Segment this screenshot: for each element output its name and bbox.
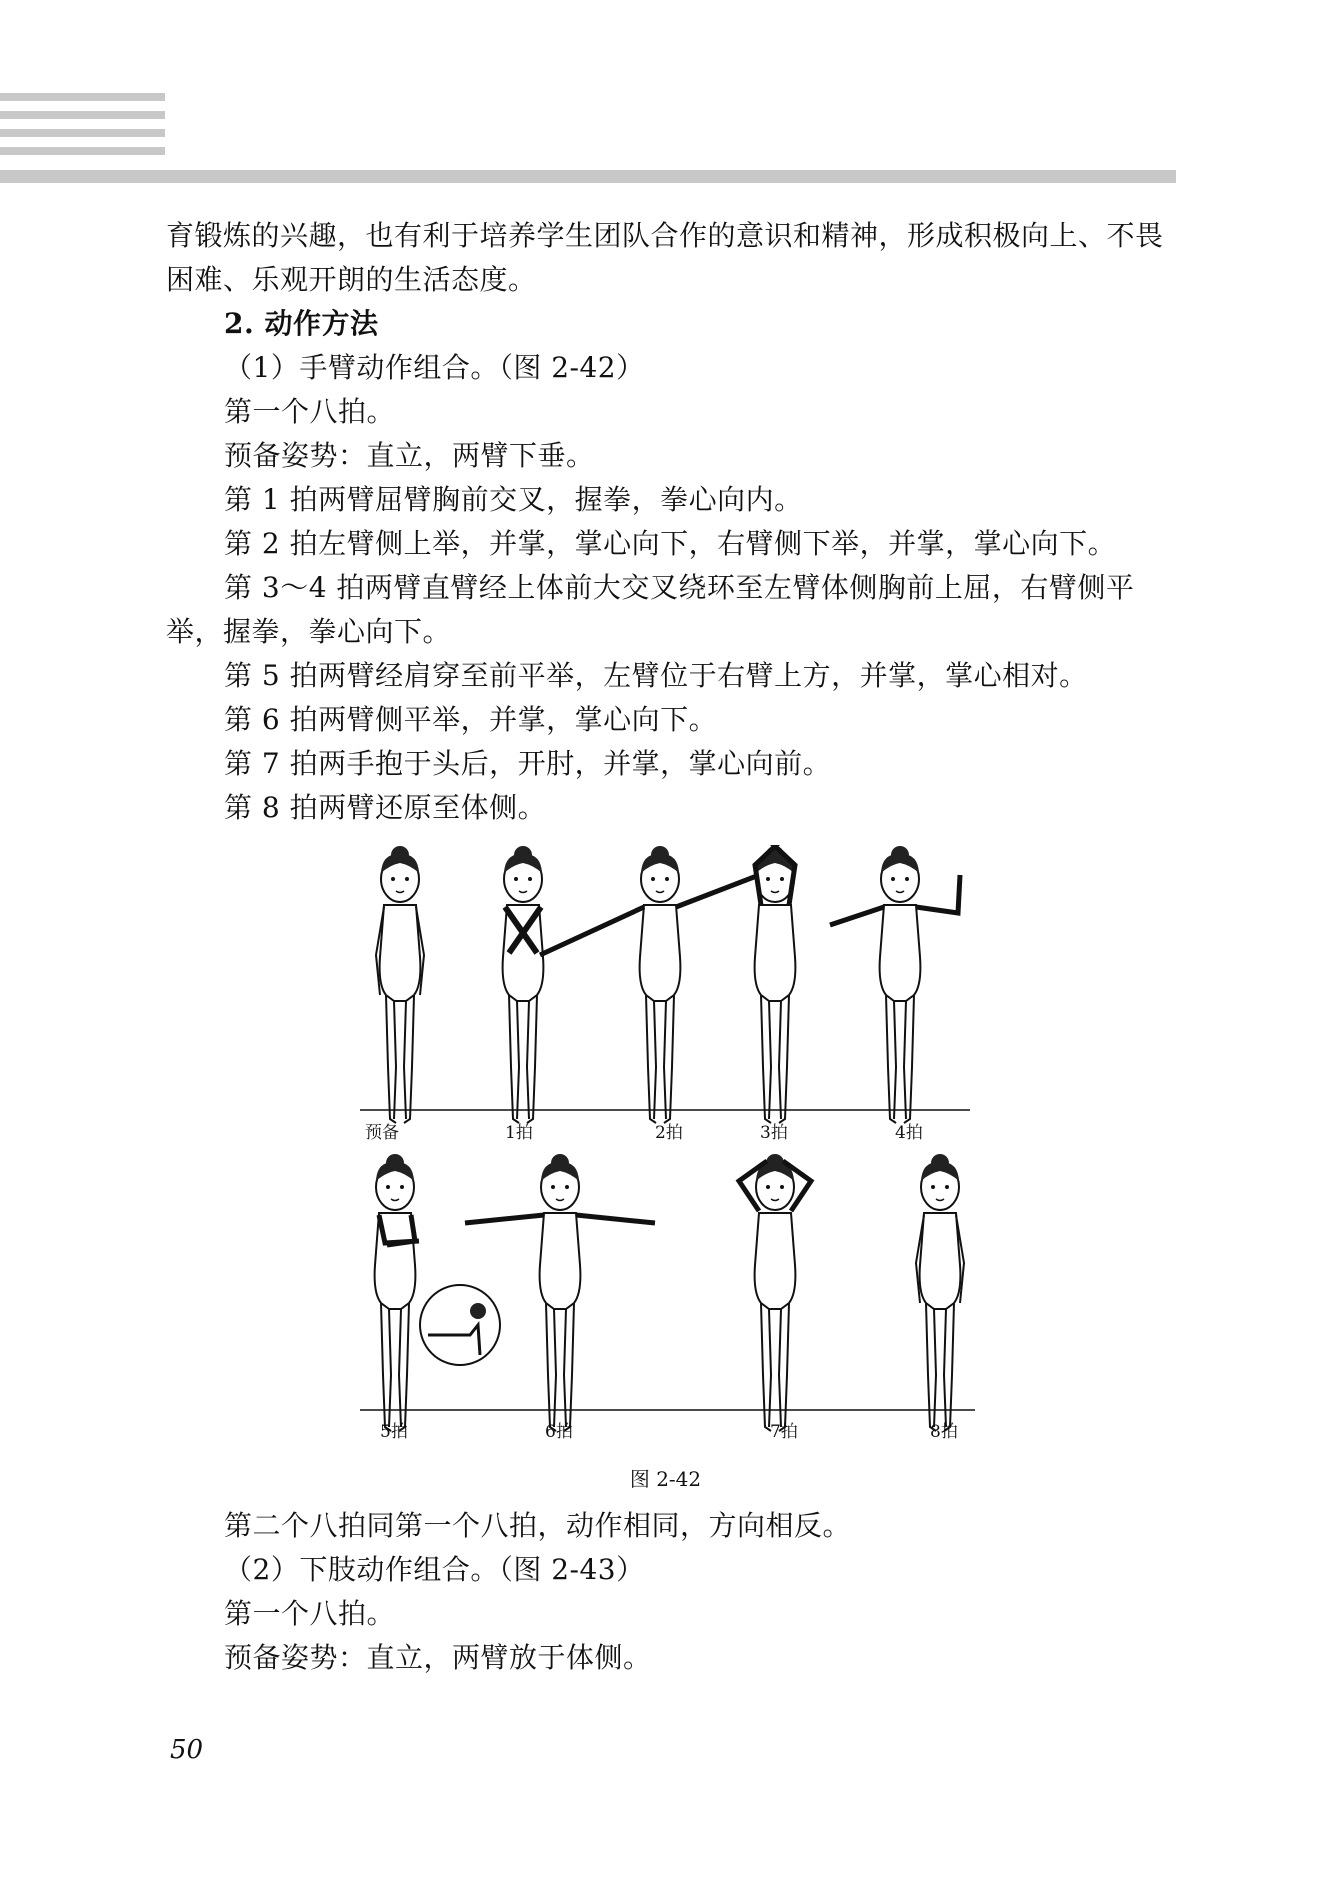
paragraph: 第 8 拍两臂还原至体侧。: [224, 791, 547, 824]
paragraph: 预备姿势：直立，两臂放于体侧。: [224, 1641, 652, 1674]
paragraph: 第 7 拍两手抱于头后，开肘，并掌，掌心向前。: [224, 747, 832, 780]
header-stripe-3: [0, 129, 165, 137]
inset-side-view: [420, 1285, 500, 1365]
figure-caption: 图 2-42: [629, 1467, 702, 1491]
upper-text: [166, 214, 1176, 830]
pose-beat-8: [916, 1154, 964, 1431]
lower-text: [166, 1504, 1176, 1680]
pose-ready: [376, 846, 424, 1123]
paragraph: 第一个八拍。: [224, 1597, 396, 1630]
pose-beat-1: [503, 846, 544, 1123]
beat-label-ready: 预备: [365, 1123, 399, 1143]
pose-beat-7: [739, 1154, 811, 1431]
paragraph: 第二个八拍同第一个八拍，动作相同，方向相反。: [224, 1509, 852, 1542]
beat-label-3: 3拍: [760, 1123, 788, 1143]
beat-label-6: 6拍: [545, 1422, 573, 1442]
paragraph: 第 6 拍两臂侧平举，并掌，掌心向下。: [224, 703, 718, 736]
header-stripe-4: [0, 147, 165, 155]
paragraph: 第 2 拍左臂侧上举，并掌，掌心向下，右臂侧下举，并掌，掌心向下。: [224, 527, 1117, 560]
pose-beat-3: [755, 845, 796, 1123]
beat-label-5: 5拍: [380, 1422, 408, 1442]
paragraph: （1）手臂动作组合。（图 2-42）: [224, 351, 645, 384]
section-heading: 2. 动作方法: [224, 307, 379, 340]
beat-label-2: 2拍: [655, 1123, 683, 1143]
paragraph: 第一个八拍。: [224, 395, 396, 428]
paragraph: 第 3～4 拍两臂直臂经上体前大交叉绕环至左臂体侧胸前上屈，右臂侧平举，握拳，拳心向下。: [166, 571, 1135, 648]
paragraph-continued: 育锻炼的兴趣，也有利于培养学生团队合作的意识和精神，形成积极向上、不畏困难、乐观开朗的生活态度。: [166, 219, 1164, 296]
beat-label-8: 8拍: [930, 1422, 958, 1442]
header-stripe-2: [0, 111, 165, 119]
paragraph: 第 5 拍两臂经肩穿至前平举，左臂位于右臂上方，并掌，掌心相对。: [224, 659, 1088, 692]
page-number: 50: [170, 1735, 204, 1765]
paragraph: （2）下肢动作组合。（图 2-43）: [224, 1553, 645, 1586]
header-stripe-1: [0, 93, 165, 101]
pose-beat-5: [375, 1154, 419, 1431]
pose-beat-2: [540, 846, 780, 1123]
beat-label-4: 4拍: [895, 1123, 923, 1143]
beat-label-7: 7拍: [770, 1422, 798, 1442]
pose-beat-4: [830, 846, 960, 1123]
pose-beat-6: [465, 1154, 655, 1431]
header-rule: [0, 170, 1176, 183]
exercise-figure: [355, 845, 985, 1445]
beat-label-1: 1拍: [505, 1123, 533, 1143]
paragraph: 第 1 拍两臂屈臂胸前交叉，握拳，拳心向内。: [224, 483, 803, 516]
paragraph: 预备姿势：直立，两臂下垂。: [224, 439, 595, 472]
